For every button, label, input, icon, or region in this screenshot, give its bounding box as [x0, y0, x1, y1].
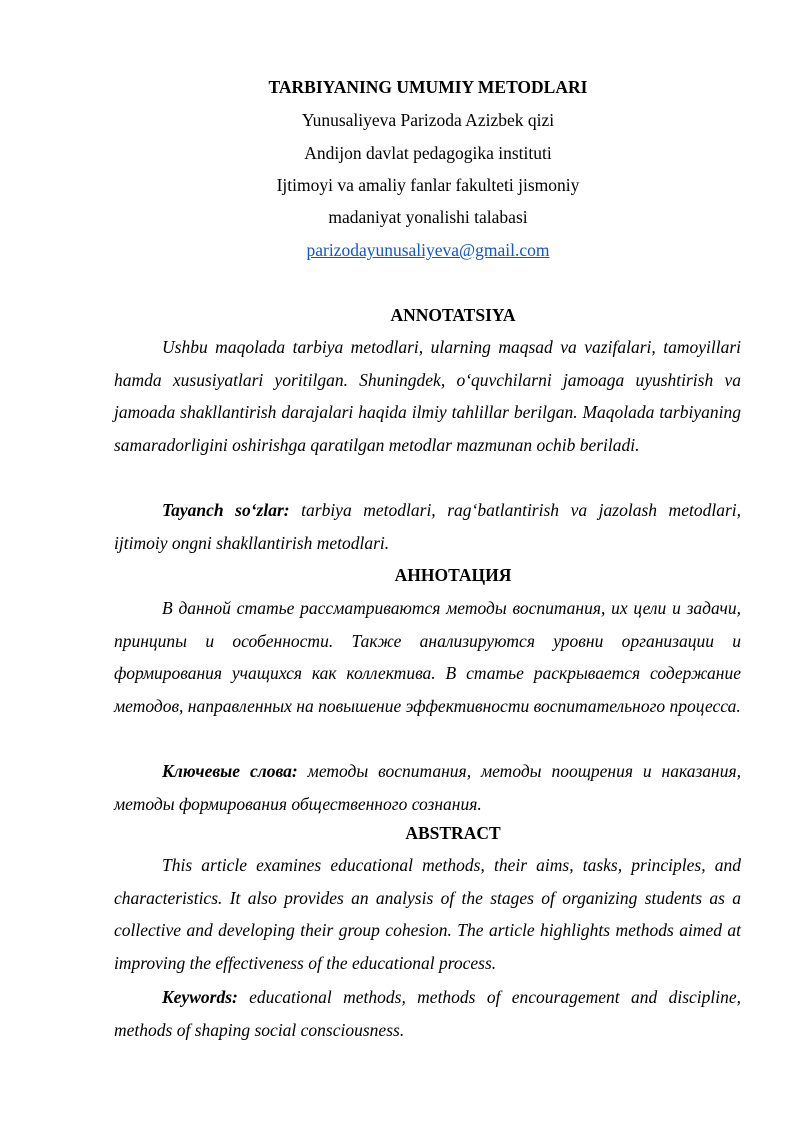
uz-abstract-heading: ANNOTATSIYA: [390, 305, 516, 325]
ru-abstract-heading: АННОТАЦИЯ: [394, 565, 512, 585]
ru-keywords-label: Ключевые слова:: [162, 761, 298, 781]
uz-keywords-text: tarbiya metodlari, rag‘batlantirish va jazolash metodlari, ijtimoiy ongni shakllantirish metodlari.: [114, 500, 741, 553]
uz-keywords-label: Tayanch so‘zlar:: [162, 500, 290, 520]
en-keywords-label: Keywords:: [162, 987, 238, 1007]
author-email-link[interactable]: parizodayunusaliyeva@gmail.com: [306, 240, 550, 260]
en-abstract-heading: ABSTRACT: [405, 823, 501, 843]
author-name: Yunusaliyeva Parizoda Azizbek qizi: [301, 110, 555, 130]
en-abstract-text: This article examines educational methods, their aims, tasks, principles, and characteristics. It also provides an analysis of the stages of organizing students as a collective and developing their group cohesion. The article highlights methods aimed at improving the effectiveness of the educational process.: [114, 855, 741, 973]
en-keywords-text: educational methods, methods of encouragement and discipline, methods of shaping social consciousness.: [114, 987, 741, 1040]
author-faculty-line2: madaniyat yonalishi talabasi: [328, 207, 528, 227]
ru-abstract-text: В данной статье рассматриваются методы воспитания, их цели и задачи, принципы и особенности. Также анализируются уровни организации и формирования учащихся как коллектива. В статье раскрывается содержание методов, направленных на повышение эффективности воспитательного процесса.: [114, 598, 741, 716]
en-keywords: [114, 981, 741, 1046]
author-faculty-line1: Ijtimoyi va amaliy fanlar fakulteti jismoniy: [276, 175, 580, 195]
article-title: TARBIYANING UMUMIY METODLARI: [268, 77, 588, 97]
ru-keywords-text: методы воспитания, методы поощрения и наказания, методы формирования общественного сознания.: [114, 761, 741, 814]
ru-keywords: [114, 755, 741, 820]
uz-keywords: [114, 494, 741, 559]
author-institution: Andijon davlat pedagogika instituti: [304, 143, 552, 163]
uz-abstract-text: Ushbu maqolada tarbiya metodlari, ularning maqsad va vazifalari, tamoyillari hamda xususiyatlari yoritilgan. Shuningdek, o‘quvchilarni jamoaga uyushtirish va jamoada shakllantirish darajalari haqida ilmiy tahlillar berilgan. Maqolada tarbiyaning samaradorligini oshirishga qaratilgan metodlar mazmunan ochib beriladi.: [114, 337, 741, 455]
